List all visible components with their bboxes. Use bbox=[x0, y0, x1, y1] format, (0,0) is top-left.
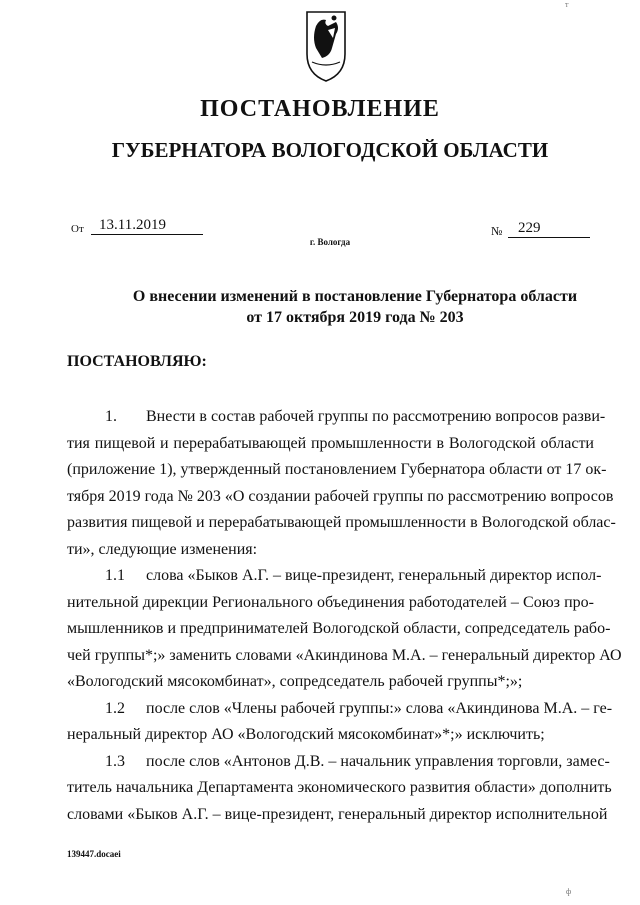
scan-mark-top: т bbox=[565, 0, 569, 9]
coat-of-arms-icon bbox=[302, 8, 350, 84]
paragraph-line: (приложение 1), утвержденный постановлением Губернатора области от 17 ок- bbox=[67, 461, 607, 478]
paragraph-line: 1.3 после слов «Антонов Д.В. – начальник управления торговли, замес- bbox=[67, 749, 594, 776]
paragraph-line: ти», следующие изменения: bbox=[67, 540, 258, 558]
paragraph-line: титель начальника Департамента экономического развития области» дополнить bbox=[67, 779, 612, 796]
paragraph-line: чей группы*;» заменить словами «Акиндинова М.А. – генеральный директор АО bbox=[67, 646, 622, 664]
paragraph-line: «Вологодский мясокомбинат», сопредседатель рабочей группы*;»; bbox=[67, 673, 523, 690]
document-number: 229 bbox=[508, 220, 590, 238]
paragraph-line: мышленников и предпринимателей Вологодской области, сопредседатель рабо- bbox=[67, 620, 611, 637]
paragraph-number: 1. bbox=[105, 408, 117, 425]
paragraph-line: неральный директор АО «Вологодский мясокомбинат»*;» исключить; bbox=[67, 726, 545, 743]
paragraph-line: развития пищевой и перерабатывающей промышленности в Вологодской облас- bbox=[67, 514, 616, 531]
paragraph-number: 1.3 bbox=[105, 752, 125, 770]
paragraph-number: 1.1 bbox=[105, 567, 125, 584]
document-type-title: ПОСТАНОВЛЕНИЕ bbox=[200, 96, 440, 122]
paragraph-line: словами «Быков А.Г. – вице-президент, генеральный директор исполнительной bbox=[67, 805, 608, 823]
file-name: 139447.docaei bbox=[67, 849, 121, 859]
paragraph-line: нительной дирекции Регионального объединения работодателей – Союз про- bbox=[67, 593, 594, 611]
subject-line: О внесении изменений в постановление Губернатора области bbox=[132, 288, 578, 305]
issuer-title: ГУБЕРНАТОРА ВОЛОГОДСКОЙ ОБЛАСТИ bbox=[111, 138, 549, 162]
resolve-heading: ПОСТАНОВЛЯЮ: bbox=[67, 353, 207, 370]
paragraph-line: 1.1 слова «Быков А.Г. – вице-президент, генеральный директор испол- bbox=[67, 563, 594, 590]
paragraph-number: 1.2 bbox=[105, 699, 125, 717]
paragraph-line: тия пищевой и перерабатывающей промышленности в Вологодской области bbox=[67, 434, 594, 452]
date-label: От bbox=[71, 223, 84, 235]
document-body bbox=[67, 404, 622, 828]
city-name: г. Вологда bbox=[309, 237, 351, 247]
subject-line: от 17 октября 2019 года № 203 bbox=[246, 309, 464, 326]
document-date: 13.11.2019 bbox=[91, 217, 203, 235]
scan-mark-bottom: ф bbox=[566, 887, 572, 896]
document-subject bbox=[130, 286, 580, 328]
paragraph-line: тября 2019 года № 203 «О создании рабочей группы по рассмотрению вопросов bbox=[67, 487, 614, 505]
number-label: № bbox=[491, 224, 503, 238]
paragraph-line: 1. Внести в состав рабочей группы по рассмотрению вопросов разви- bbox=[67, 404, 594, 431]
paragraph-line: 1.2 после слов «Члены рабочей группы:» слова «Акиндинова М.А. – ге- bbox=[67, 696, 594, 723]
